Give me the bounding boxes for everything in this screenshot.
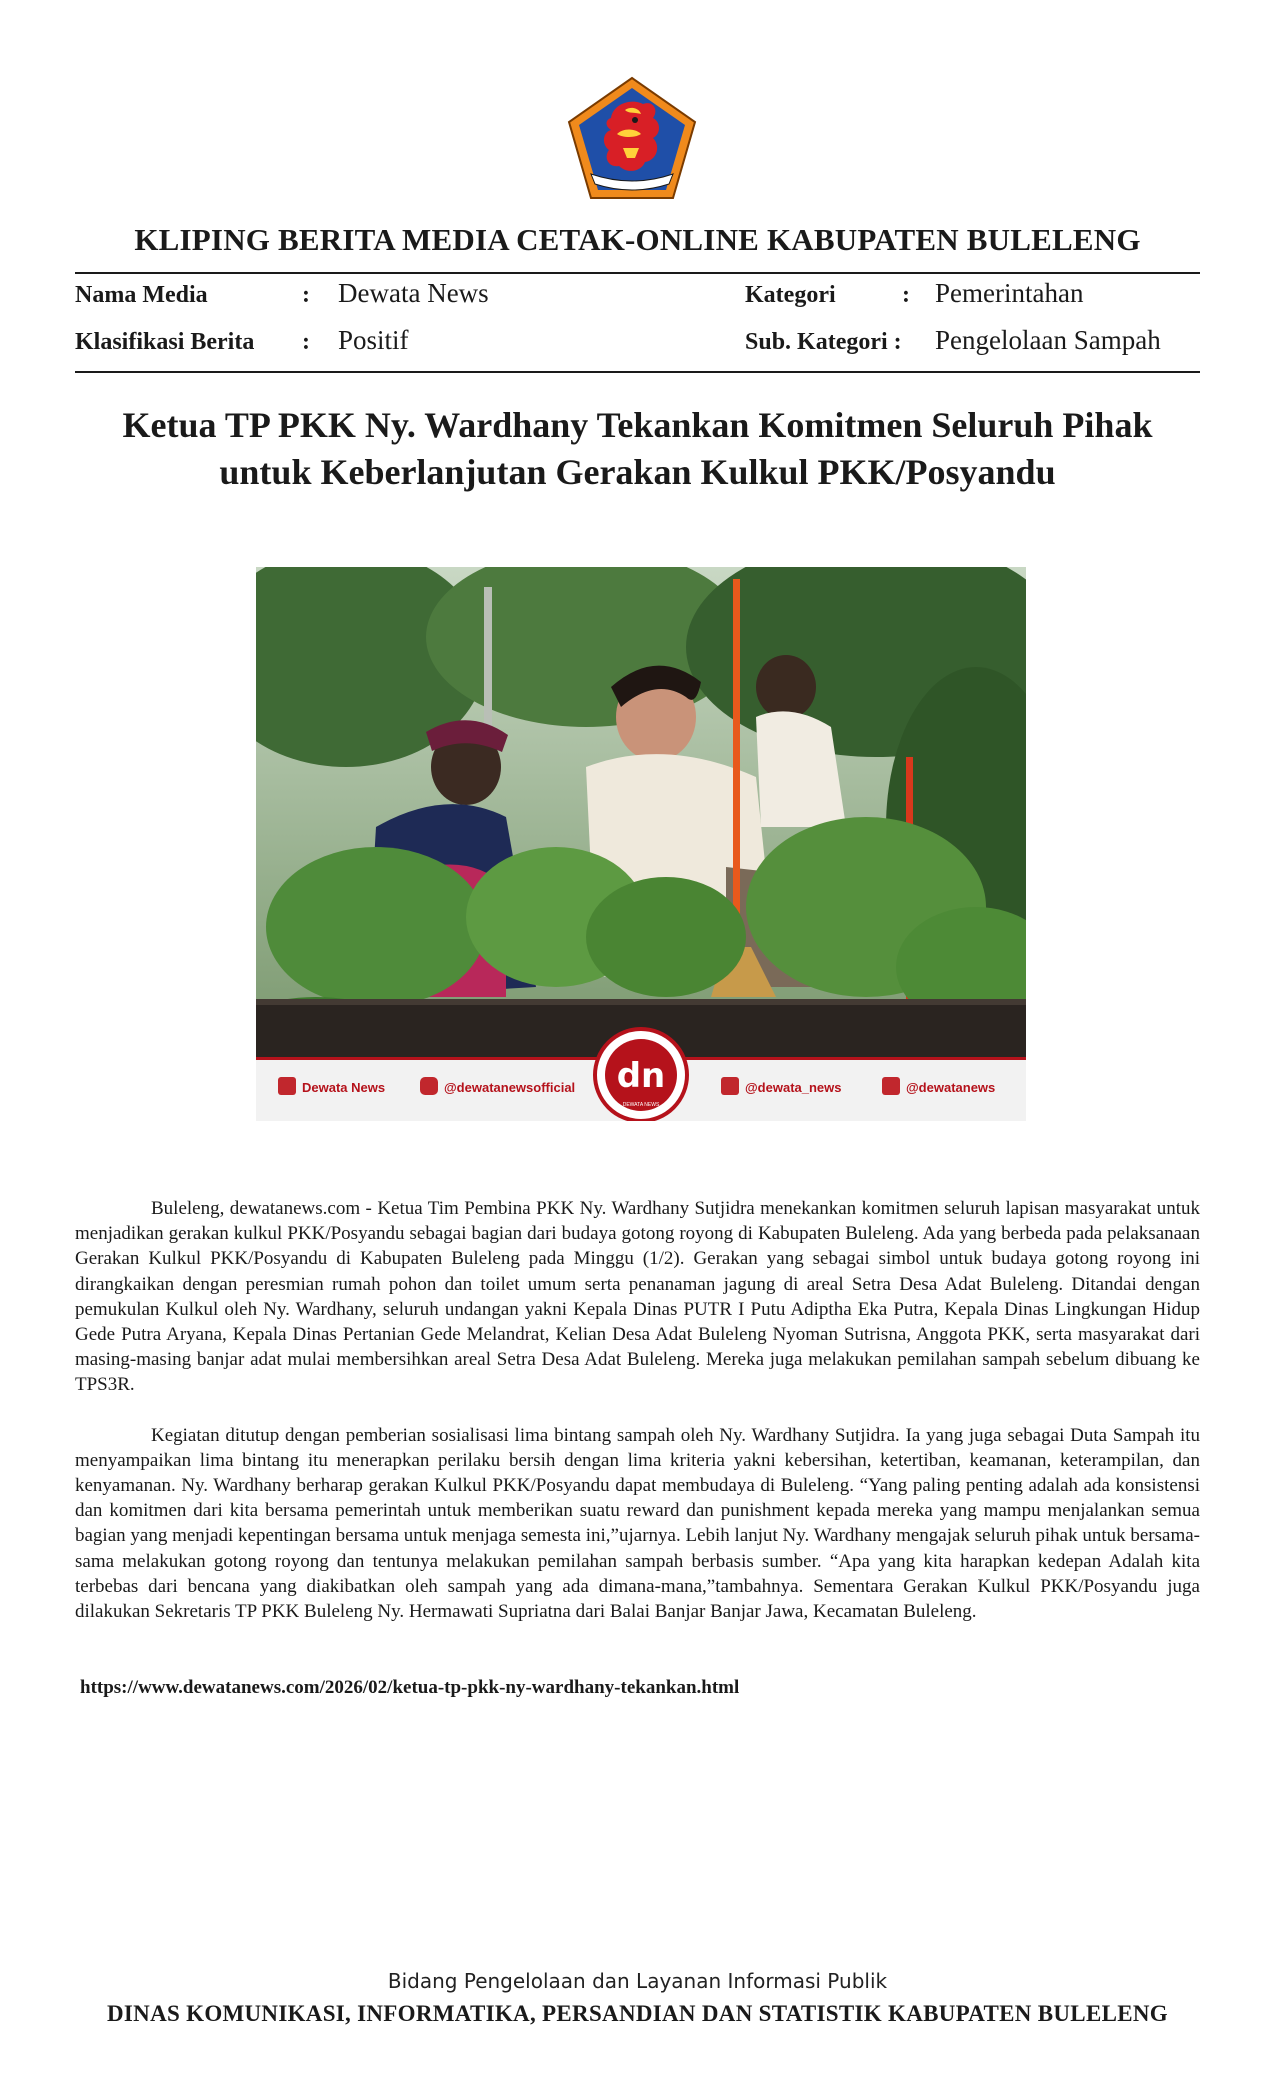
header-divider-top xyxy=(75,272,1200,274)
media-name-label: Nama Media xyxy=(75,282,208,308)
source-link[interactable]: https://www.dewatanews.com/2026/02/ketua-tp-pkk-ny-wardhany-tekankan.html xyxy=(80,1677,740,1698)
article-paragraph-2: Kegiatan ditutup dengan pemberian sosialisasi lima bintang sampah oleh Ny. Wardhany Sutjidra. Ia yang juga sebagai Duta Sampah itu menyampaikan lima bintang itu menerapkan perilaku bersih dengan lima kriteria yakni kebersihan, ketertiban, keamanan, keterampilan, dan kenyamanan. Ny. Wardhany berharap gerakan Kulkul PKK/Posyandu dapat membudaya di Buleleng. “Yang paling penting adalah ada konsistensi dan komitmen dari kita bersama pemerintah untuk memberikan suatu reward dan punishment kepada mereka yang mampu menjalankan semua bagian yang menjadi kepentingan bersama untuk menjaga semesta ini,”ujarnya. Lebih lanjut Ny. Wardhany mengajak seluruh pihak untuk bersama-sama melakukan gotong royong dan tentunya melakukan pemilahan sampah berbasis sumber. “Apa yang kita harapkan kedepan Adalah kita terbebas dari bencana yang diakibatkan oleh sampah yang ada dimana-mana,”tambahnya. Sementara Gerakan Kulkul PKK/Posyandu juga dilakukan Sekretaris TP PKK Buleleng Ny. Hermawati Supriatna dari Balai Banjar Banjar Jawa, Kecamatan Buleleng. xyxy=(75,1424,1200,1623)
twitter-handle: @dewata_news xyxy=(745,1080,842,1095)
classification-value: Positif xyxy=(338,325,409,355)
article-body xyxy=(75,1196,1200,1624)
clipping-title: KLIPING BERITA MEDIA CETAK-ONLINE KABUPATEN BULELENG xyxy=(134,222,1141,257)
classification-colon: : xyxy=(302,329,310,355)
subcategory-value: Pengelolaan Sampah xyxy=(935,325,1161,355)
article-photo xyxy=(256,567,1026,1121)
footer-department: Bidang Pengelolaan dan Layanan Informasi Publik xyxy=(387,1969,888,1993)
instagram-handle: @dewatanewsofficial xyxy=(444,1080,576,1095)
headline-line-2: untuk Keberlanjutan Gerakan Kulkul PKK/Posyandu xyxy=(219,452,1056,492)
media-name-colon: : xyxy=(302,282,310,308)
facebook-handle: Dewata News xyxy=(302,1080,386,1095)
category-label: Kategori xyxy=(745,282,836,308)
regency-emblem-icon xyxy=(565,74,699,202)
media-name-value: Dewata News xyxy=(338,278,489,308)
headline-line-1: Ketua TP PKK Ny. Wardhany Tekankan Komitmen Seluruh Pihak xyxy=(122,405,1153,445)
footer-agency: DINAS KOMUNIKASI, INFORMATIKA, PERSANDIAN DAN STATISTIK KABUPATEN BULELENG xyxy=(107,2001,1168,2026)
dewata-news-mark: dn xyxy=(616,1056,666,1096)
category-value: Pemerintahan xyxy=(935,278,1084,308)
subcategory-label: Sub. Kategori : xyxy=(745,329,902,355)
classification-label: Klasifikasi Berita xyxy=(75,329,255,355)
article-paragraph-1: Buleleng, dewatanews.com - Ketua Tim Pembina PKK Ny. Wardhany Sutjidra menekankan komitmen seluruh lapisan masyarakat untuk menjadikan gerakan kulkul PKK/Posyandu sebagai bagian dari budaya gotong royong di Kabupaten Buleleng. Ada yang berbeda pada pelaksanaan Gerakan Kulkul PKK/Posyandu di Kabupaten Buleleng pada Minggu (1/2). Gerakan yang sebagai simbol untuk budaya gotong royong ini dirangkaikan dengan peresmian rumah pohon dan toilet umum serta penanaman jagung di areal Setra Desa Adat Buleleng. Ditandai dengan pemukulan Kulkul oleh Ny. Wardhany, seluruh undangan yakni Kepala Dinas PUTR I Putu Adiptha Eka Putra, Kepala Dinas Lingkungan Hidup Gede Putra Aryana, Kepala Dinas Pertanian Gede Melandrat, Kelian Desa Adat Buleleng Nyoman Sutrisna, Anggota PKK, serta masyarakat dari masing-masing banjar adat mulai membersihkan areal Setra Desa Adat Buleleng. Mereka juga melakukan pemilahan sampah sebelum dibuang ke TPS3R. xyxy=(75,1198,1200,1396)
category-colon: : xyxy=(902,282,910,308)
header-divider-bottom xyxy=(75,371,1200,373)
article-headline xyxy=(75,402,1200,496)
dewata-news-caption: DEWATA NEWS xyxy=(622,1102,660,1108)
tiktok-handle: @dewatanews xyxy=(906,1080,996,1095)
